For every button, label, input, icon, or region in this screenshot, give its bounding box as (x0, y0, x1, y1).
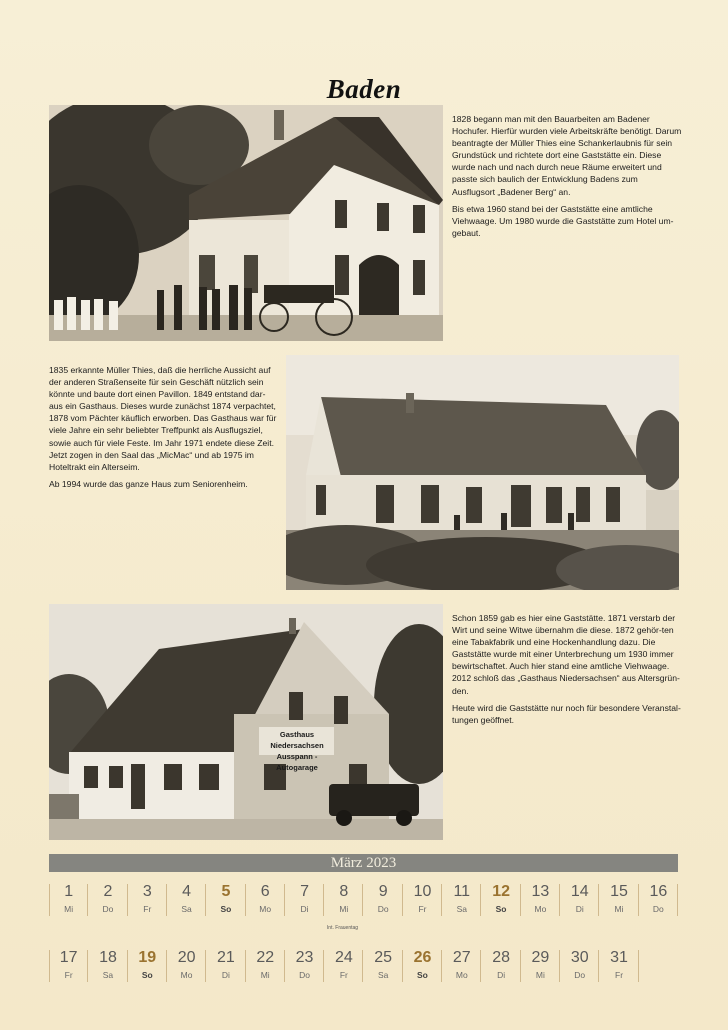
weekday-label: So (417, 970, 428, 980)
calendar-week-row (49, 878, 678, 924)
weekday-label: Sa (181, 904, 192, 914)
calendar-day (639, 878, 678, 922)
weekday-label: Mo (259, 904, 272, 914)
weekday-label: Sa (377, 970, 389, 980)
weekday-label: Mo (455, 970, 468, 980)
weekday-label: Do (377, 904, 389, 914)
day-number: 16 (649, 883, 668, 900)
day-number: 21 (217, 949, 235, 966)
text-section-2 (49, 364, 277, 495)
weekday-label: Mi (614, 904, 624, 914)
page-title: Baden (326, 74, 402, 104)
day-number: 26 (413, 949, 432, 966)
calendar-day (49, 944, 88, 988)
weekday-label: So (495, 904, 507, 914)
calendar-day (364, 878, 403, 922)
calendar-day (206, 944, 245, 988)
day-number: 2 (103, 883, 113, 900)
day-number: 9 (378, 883, 388, 900)
day-number: 22 (256, 949, 275, 966)
calendar-day (481, 944, 520, 988)
weekday-label: Mo (180, 970, 193, 980)
text-section-1 (452, 113, 682, 244)
weekday-label: Fr (143, 904, 152, 914)
calendar-day (442, 944, 481, 988)
inn-sign (259, 729, 335, 773)
weekday-label: So (220, 904, 232, 914)
calendar-day (599, 878, 638, 922)
weekday-label: Fr (64, 970, 73, 980)
weekday-label: Fr (339, 970, 348, 980)
weekday-label: Fr (615, 970, 624, 980)
weekday-label: Mi (260, 970, 270, 980)
calendar-day (285, 944, 324, 988)
weekday-label: Mo (534, 904, 547, 914)
weekday-label: Sa (456, 904, 467, 914)
weekday-label: Fr (418, 904, 427, 914)
day-number: 19 (138, 949, 157, 966)
day-number: 24 (334, 949, 353, 966)
calendar-day (521, 878, 560, 922)
weekday-label: Di (221, 970, 230, 980)
weekday-label: So (141, 970, 153, 980)
paragraph: Ab 1994 wurde das ganze Haus zum Seniorenheim. (49, 478, 248, 489)
calendar-day (167, 878, 206, 922)
calendar-day (442, 878, 481, 922)
calendar-day (324, 944, 363, 988)
calendar-day (599, 944, 638, 988)
calendar-day (206, 878, 245, 922)
day-number: 4 (182, 883, 192, 900)
calendar-holiday-note: Int. Frauentag (326, 925, 359, 931)
day-number: 25 (374, 949, 393, 966)
paragraph: 1828 begann man mit den Bauarbeiten am Badener Hochufer. Hierfür wurden viele Arbeitskräfte benötigt. Darum beantragte der Müller Thies eine Schankerlaubnis für sein Grundstück und richtete dort eine Gaststätte ein. Diese wurde nach und nach durch neue Räume erweitert und passte sich baulich der Entwicklung Badens zum Ausflugsort „Badener Berg“ an. (452, 114, 682, 197)
day-number: 23 (295, 949, 314, 966)
day-divider (677, 884, 678, 916)
day-number: 13 (531, 883, 550, 900)
calendar-day (246, 944, 285, 988)
weekday-label: Di (497, 970, 506, 980)
weekday-label: Sa (102, 970, 114, 980)
day-number: 27 (452, 949, 471, 966)
inn-sign-line2: Ausspann - Autogarage (276, 752, 318, 772)
calendar-day (403, 944, 442, 988)
weekday-label: Mi (535, 970, 545, 980)
weekday-label: Do (102, 904, 114, 914)
day-number: 14 (570, 883, 589, 900)
calendar-day (481, 878, 520, 922)
calendar-week-row (49, 944, 678, 990)
calendar-day (167, 944, 206, 988)
calendar-day (128, 878, 167, 922)
photo-muller-thies-inn (49, 105, 443, 341)
photo-gasthaus-long-building (286, 355, 679, 590)
day-number: 11 (453, 883, 471, 900)
inn-sign-line1: Gasthaus Niedersachsen (270, 730, 324, 750)
day-number: 6 (260, 883, 270, 900)
day-number: 3 (142, 883, 152, 900)
calendar-day (560, 944, 599, 988)
day-number: 7 (300, 883, 309, 900)
paragraph: Bis etwa 1960 stand bei der Gaststätte eine amtliche Viehwaage. Um 1980 wurde die Gaststätte zum Hotel um-gebaut. (452, 203, 674, 238)
calendar-day (88, 944, 127, 988)
day-number: 8 (339, 883, 349, 900)
day-number: 12 (492, 883, 510, 900)
day-divider (638, 950, 639, 982)
text-section-3 (452, 612, 682, 731)
day-number: 5 (221, 883, 231, 900)
paragraph: 1835 erkannte Müller Thies, daß die herrliche Aussicht auf der anderen Straßenseite für sein Geschäft nützlich sein könnte und baute dort einen Pavillon. 1849 entstand dar-aus ein Gasthaus. Dieses wurde zunächst 1874 verpachtet, 1878 vom Pächter käuflich erworben. Das Gasthaus war für viele Jahre ein sehr beliebter Treffpunkt als Ausflugsziel, sowie auch für viele Feste. Im Jahr 1971 endete diese Zeit. Jetzt zogen in den Saal das „MicMac“ und ab 1975 im Hoteltrakt ein Alterseim. (49, 365, 277, 472)
calendar-day (128, 944, 167, 988)
day-number: 1 (64, 883, 74, 900)
paragraph: Schon 1859 gab es hier eine Gaststätte. 1871 verstarb der Wirt und seine Witwe übernahm die diese. 1872 gehör-ten eine Tabakfabrik und eine Hockenhandlung dazu. Die Gaststätte wurde mit einer Unterbrechung um 1930 immer bewirtschaftet. Auch hier stand eine amtliche Viehwaage. 2012 schloß das „Gasthaus Niedersachsen“ aus Altersgrün-den. (452, 613, 680, 696)
weekday-label: Di (575, 904, 584, 914)
day-number: 28 (492, 949, 510, 966)
calendar-day (49, 878, 88, 922)
weekday-label: Di (300, 904, 309, 914)
weekday-label: Mi (339, 904, 349, 914)
weekday-label: Do (652, 904, 664, 914)
calendar-day (324, 878, 363, 922)
calendar-day (403, 878, 442, 922)
day-number: 15 (610, 883, 628, 900)
calendar-day (364, 944, 403, 988)
weekday-label: Mi (64, 904, 74, 914)
calendar-month-header: März 2023 (49, 854, 678, 872)
paragraph: Heute wird die Gaststätte nur noch für besondere Veranstal-tungen geöffnet. (452, 702, 681, 725)
photo-gasthaus-niedersachsen (49, 604, 443, 840)
day-number: 17 (59, 949, 78, 966)
day-number: 30 (570, 949, 589, 966)
weekday-label: Do (574, 970, 586, 980)
day-number: 20 (177, 949, 196, 966)
calendar-day (88, 878, 127, 922)
calendar-day (521, 944, 560, 988)
calendar-day (246, 878, 285, 922)
day-number: 31 (610, 949, 628, 966)
day-number: 29 (531, 949, 550, 966)
calendar-day (285, 878, 324, 922)
weekday-label: Do (299, 970, 310, 980)
day-number: 18 (99, 949, 117, 966)
day-number: 10 (413, 883, 432, 900)
calendar-day (560, 878, 599, 922)
